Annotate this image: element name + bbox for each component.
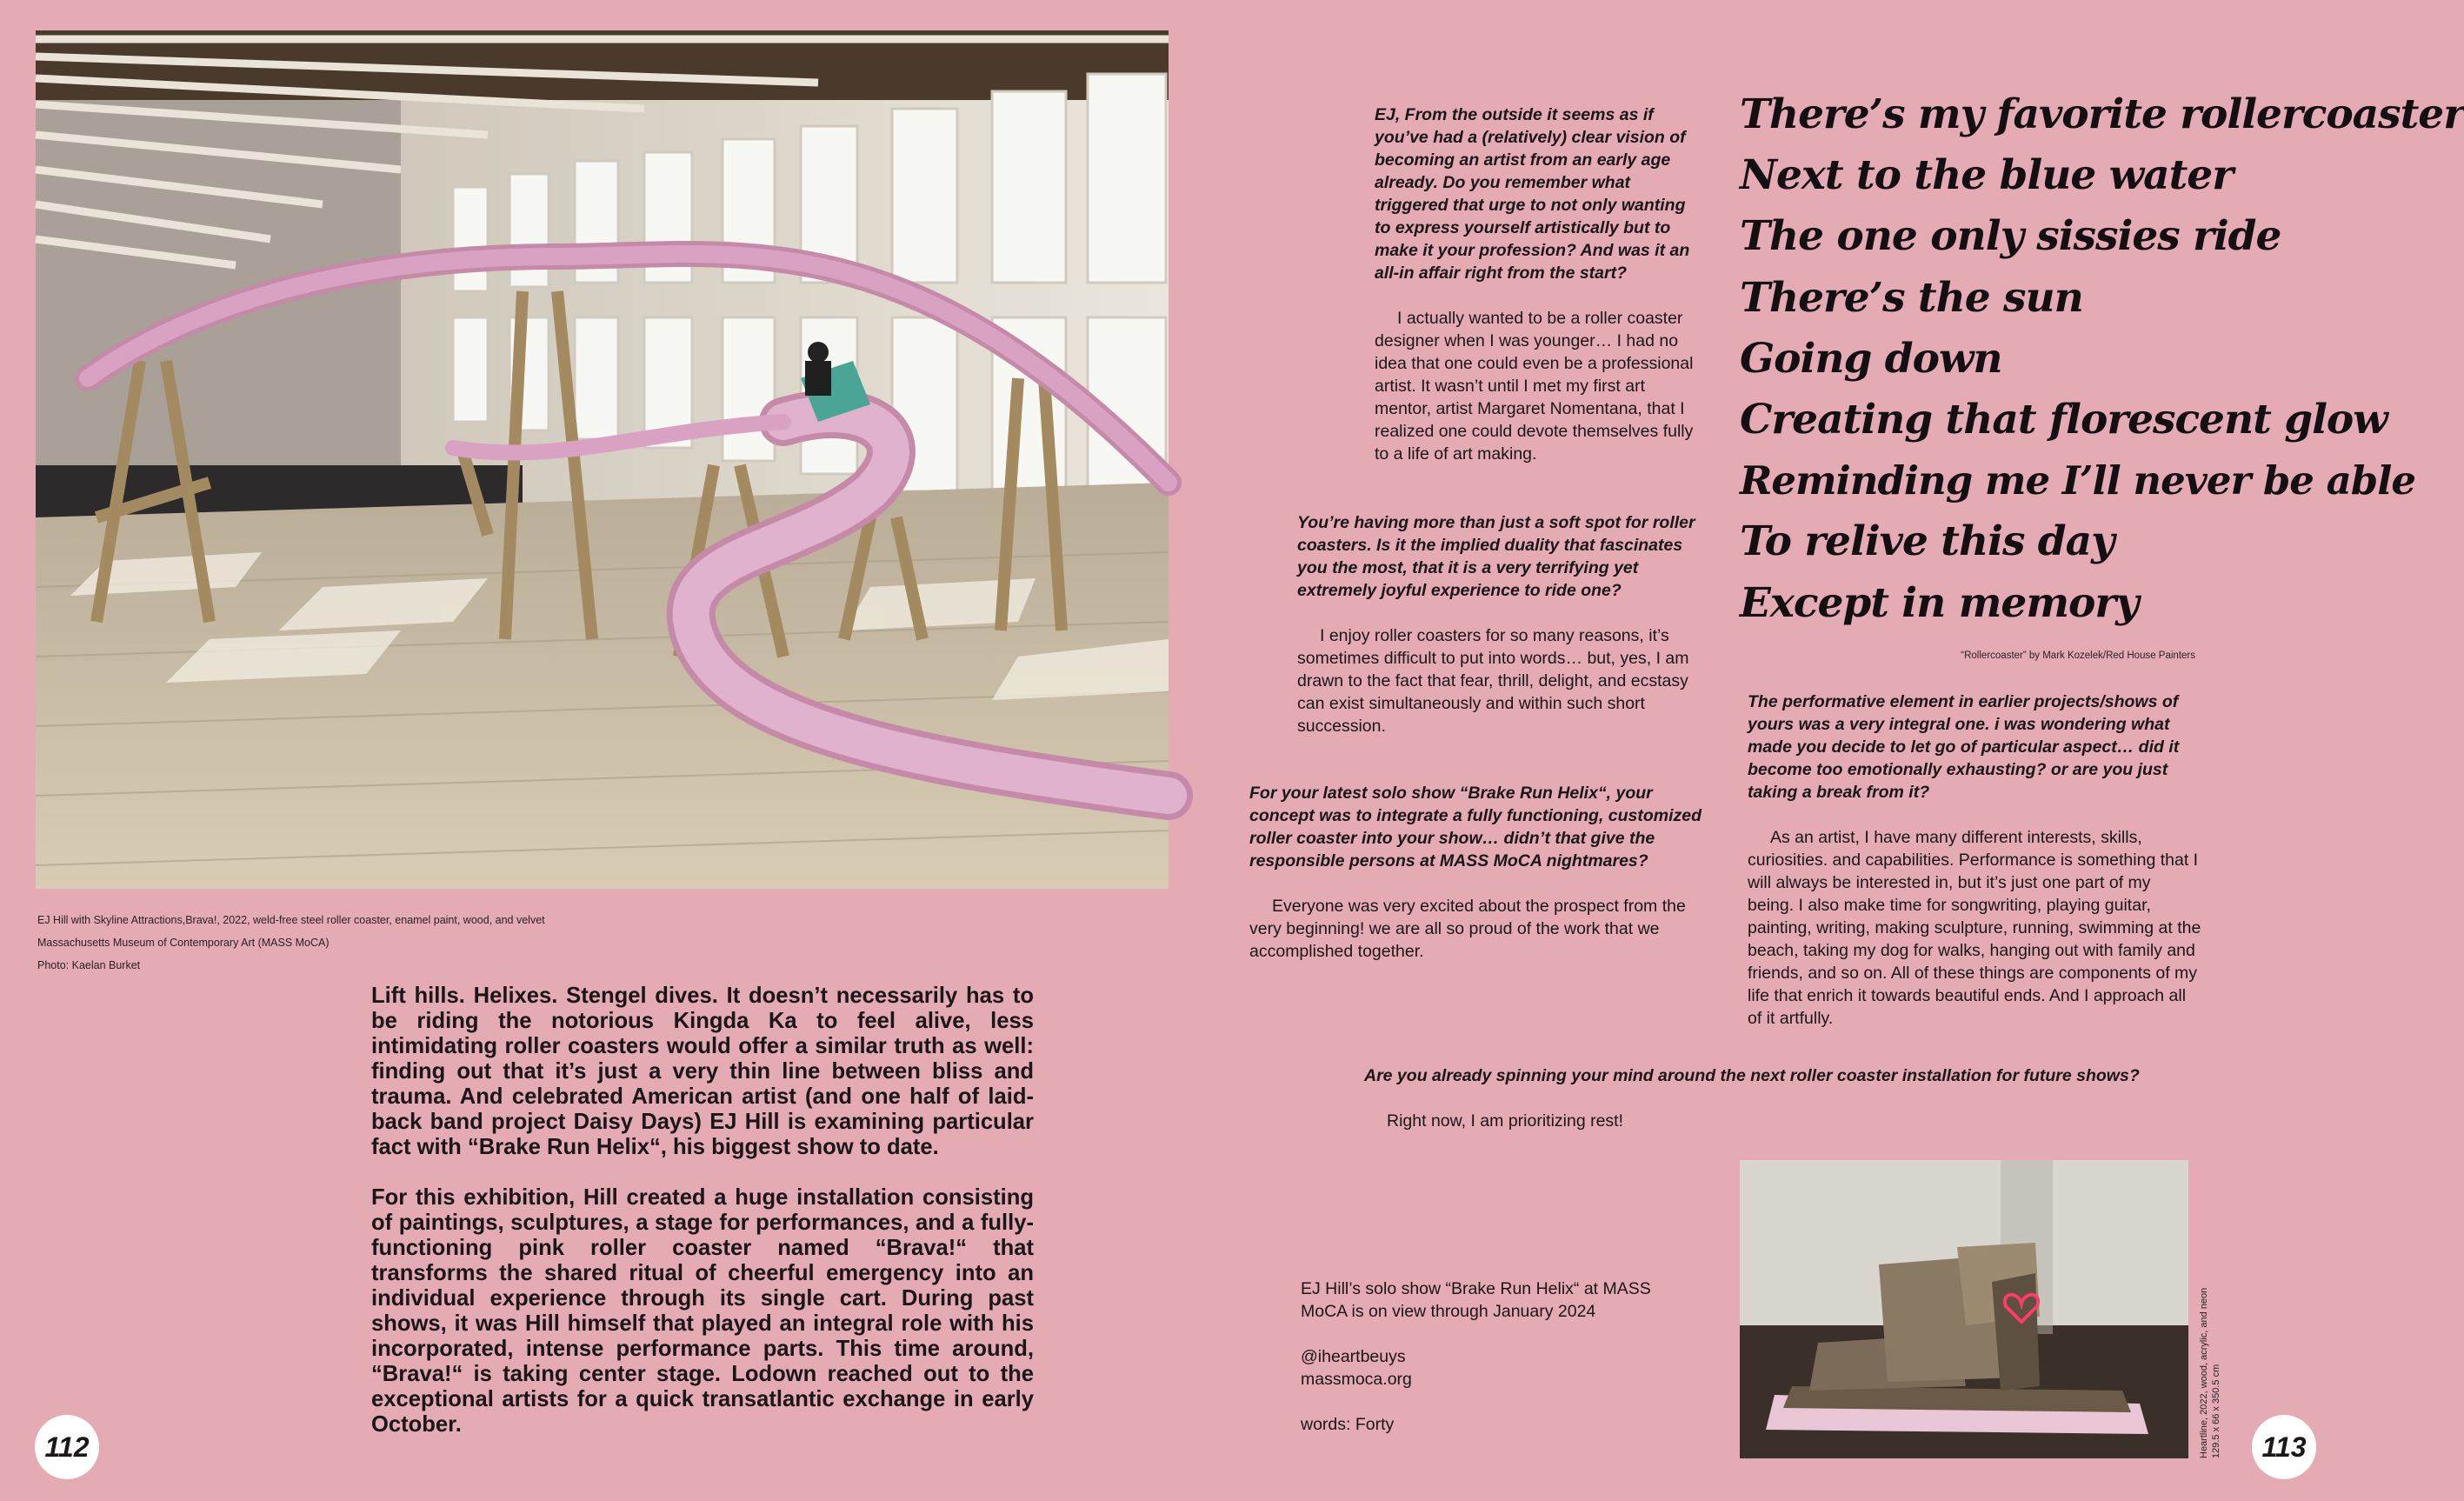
interview-block-5: [1364, 1064, 2234, 1132]
interview-question: You’re having more than just a soft spot for roller coasters. Is it the implied duality that fascinates you the most, that it is a very terrifying yet extremely joyful experience to ride one?: [1297, 513, 1695, 600]
interview-block-2: [1297, 511, 1699, 737]
interview-question: EJ, From the outside it seems as if you’ve had a (relatively) clear vision of becoming an artist from an early age already. Do you remember what triggered that urge to not only wanting to express yourself artistically but to make it your profession? And was it an all-in affair right from the start?: [1375, 105, 1690, 283]
sculpture-caption-line: 129.5 x 66 x 350.5 cm: [2211, 1364, 2221, 1458]
page-number-left: 112: [35, 1415, 99, 1479]
interview-question: For your latest solo show “Brake Run Helix“, your concept was to integrate a fully functioning, customized roller coaster into your show… didn’t that give the responsible persons at MASS MoCA nightmares?: [1249, 784, 1702, 871]
interview-answer: I enjoy roller coasters for so many reasons, it’s sometimes difficult to put into words… but, yes, I am drawn to the fact that fear, thrill, delight, and ecstasy can exist simultaneously and within such short succession.: [1297, 626, 1689, 736]
website-link[interactable]: massmoca.org: [1301, 1370, 1412, 1389]
photo-caption-line: Photo: Kaelan Burket: [37, 959, 141, 971]
intro-paragraph: Lift hills. Helixes. Stengel dives. It doesn’t necessarily has to be riding the notorious Kingda Ka to feel alive, less intimidating roller coasters would offer a similar truth as well: finding out that it’s just a very thin line between bliss and trauma. And celebrated American artist (and one half of laid-back band project Daisy Days) EJ Hill is examining particular fact with “Brake Run Helix“, his biggest show to date.: [371, 984, 1034, 1159]
installation-photo: [36, 30, 1169, 889]
intro-text: [371, 984, 1034, 1438]
interview-question: Are you already spinning your mind around the next roller coaster installation for future shows?: [1364, 1066, 2140, 1085]
lyric-line: Going down: [1740, 334, 2002, 383]
lyric-line: Except in memory: [1740, 578, 2139, 627]
lyric-line: There’s my favorite rollercoaster: [1740, 90, 2464, 138]
interview-answer: As an artist, I have many different interests, skills, curiosities. and capabilities. Performance is something that I will always be interested in, but it’s just one part of my being. I also make time for songwriting, playing guitar, painting, writing, making sculpture, running, swimming at the beach, taking my dog for walks, hanging out with family and friends, and so on. All of these things are components of my life that enrich it towards beautiful ends. And I approach all of it artfully.: [1748, 828, 2201, 1028]
lyric-line: Reminding me I’ll never be able: [1740, 457, 2415, 504]
lyric-line: The one only sissies ride: [1740, 212, 2281, 261]
interview-block-3: [1249, 782, 1718, 963]
lyric-line: There’s the sun: [1740, 273, 2083, 322]
interview-answer: I actually wanted to be a roller coaster designer when I was younger… I had no idea that one could even be a professional artist. It wasn’t until I met my first art mentor, artist Margaret Nomentana, that I realized one could devote themselves fully to a life of art making.: [1375, 309, 1694, 464]
interview-question: The performative element in earlier projects/shows of yours was a very integral one. i was wondering what made you decide to let go of particular aspect… did it become too emotionally exhausting? or are you just taking a break from it?: [1748, 692, 2180, 802]
lyric-line: Next to the blue water: [1740, 151, 2233, 200]
interview-answer: Right now, I am prioritizing rest!: [1387, 1111, 1624, 1131]
show-info: [1301, 1278, 1692, 1436]
photo-caption-line: Massachusetts Museum of Contemporary Art (MASS MoCA): [37, 937, 330, 949]
photo-caption-line: EJ Hill with Skyline Attractions,Brava!, 2022, weld-free steel roller coaster, enamel paint, wood, and velvet: [37, 914, 545, 926]
interview-answer: Everyone was very excited about the prospect from the very beginning! we are all so proud of the work that we accomplished together.: [1249, 897, 1686, 961]
lyric-line: To relive this day: [1740, 517, 2114, 566]
interview-block-1: [1375, 103, 1700, 465]
instagram-handle[interactable]: @iheartbeuys: [1301, 1347, 1406, 1366]
author-credit: words: Forty: [1301, 1415, 1395, 1434]
show-info-text: EJ Hill’s solo show “Brake Run Helix“ at MASS MoCA is on view through January 2024: [1301, 1279, 1651, 1321]
lyrics-credit: “Rollercoaster” by Mark Kozelek/Red House Painters: [1961, 650, 2195, 661]
sculpture-caption-line: Heartline, 2022, wood, acrylic, and neon: [2199, 1287, 2209, 1458]
photo-caption: [37, 909, 733, 977]
intro-paragraph: For this exhibition, Hill created a huge installation consisting of paintings, sculptures, a stage for performances, and a fully-functioning pink roller coaster named “Brava!“ that transforms the shared ritual of cheerful emergency into an individual experience through its single cart. During past shows, it was Hill himself that played an integral role with his incorporated, intense performance parts. This time around, “Brava!“ is taking center stage. Lodown reached out to the exceptional artists for a quick transatlantic exchange in early October.: [371, 1185, 1034, 1437]
sculpture-photo: [1740, 1160, 2188, 1458]
sculpture-caption: [2198, 1271, 2222, 1458]
page-number-right: 113: [2252, 1415, 2316, 1479]
lyrics: [1740, 84, 2464, 634]
interview-block-4: [1748, 690, 2201, 1030]
lyric-line: Creating that florescent glow: [1740, 396, 2387, 444]
